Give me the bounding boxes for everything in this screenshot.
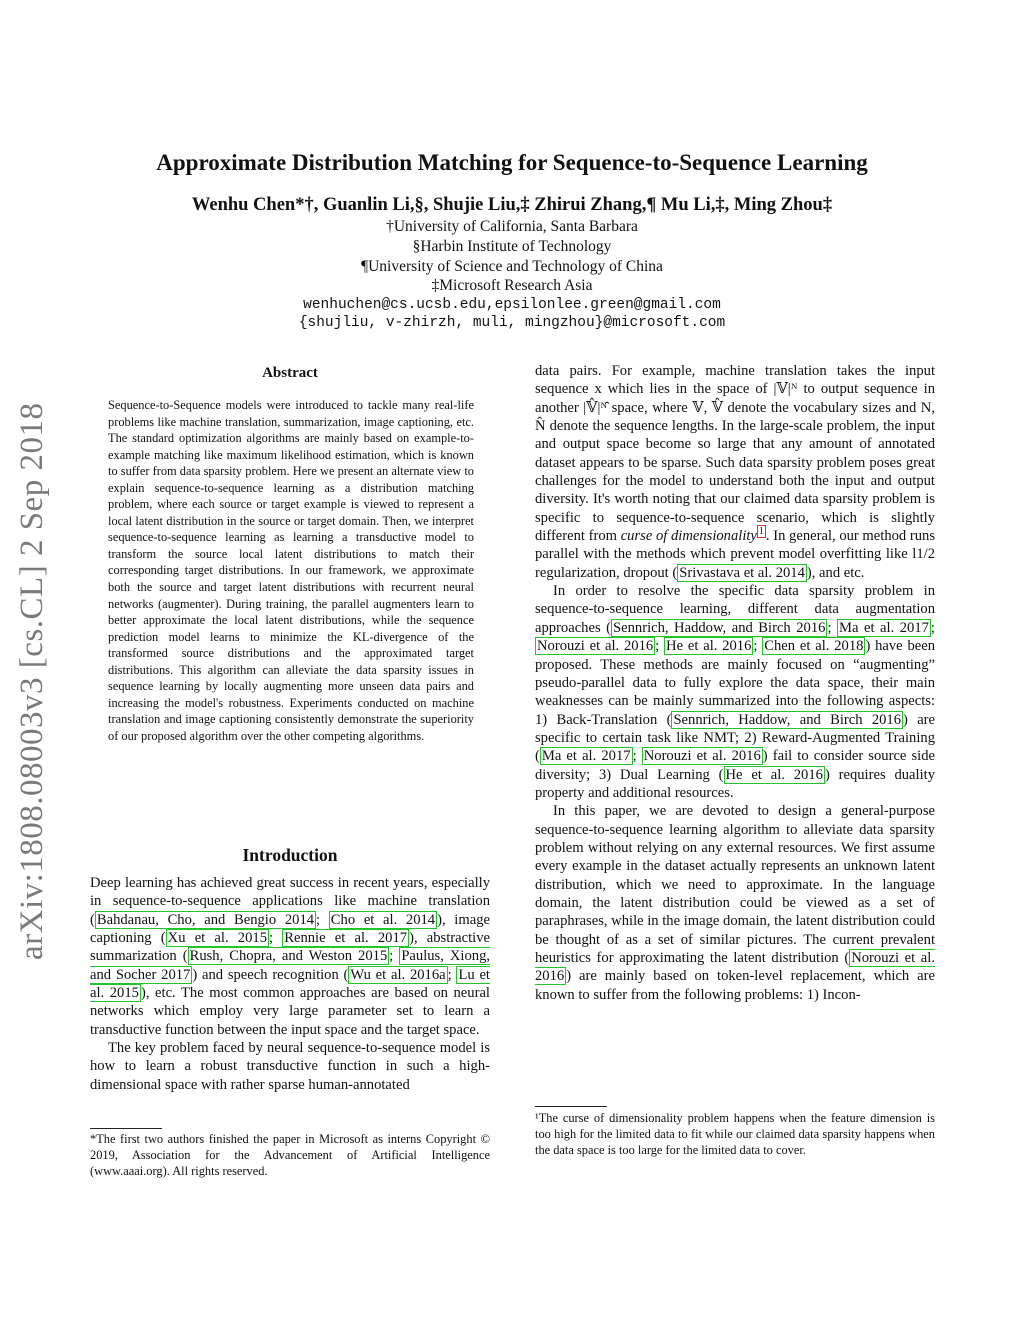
right-paragraph-2: In order to resolve the specific data sparsity problem in sequence-to-sequence learning, different data augmentation approaches ( Sennrich, Haddow, and Birch 2016 ; Ma et al. 2017 ; Norouzi et al. 2016 ; He et al. 2016 ; Chen et al. 2018 ) have been proposed. These methods are mainly focused on “augmenting” pseudo-parallel data to fully explore the data space, their main weaknesses can be mainly summarized into the following aspects: 1) Back-Translation ( Sennrich, Haddow, and Birch 2016 ) are specific to certain task like NMT; 2) Reward-Augmented Training ( Ma et al. 2017 ; Norouzi et al. 2016 ) fail to consider source side diversity; 3) Dual Learning ( He et al. 2016 ) requires duality property and additional resources.: [535, 583, 936, 801]
abstract-text: Sequence-to-Sequence models were introduced to tackle many real-life problems like machine translation, summarization, image captioning, etc. The standard optimization algorithms are mainly based on example-to-example matching like maximum likelihood estimation, which is known to suffer from data sparsity problem. Here we present an alternate view to explain sequence-to-sequence learning as a distribution matching problem, where each source or target example is viewed to represent a local latent distribution in the source or target domain. Then, we interpret sequence-to-sequence learning as learning a transductive model to transform the source local latent distributions to match their corresponding target distributions. In our framework, we approximate both the source and target latent distributions with recurrent neural networks (augmenter). During training, the parallel augmenters learn to better approximate the local latent distributions, while the sequence prediction model learns to minimize the KL-divergence of the transformed source distributions and the approximated target distributions. This algorithm can alleviate the data sparsity issues in sequence learning by locally augmenting more unseen data pairs and increasing the model's robustness. Experiments conducted on machine translation and image captioning consistently demonstrate the superiority of our proposed algorithm over the other competing algorithms.: [108, 398, 474, 743]
citation-link[interactable]: Sennrich, Haddow, and Birch 2016: [613, 619, 826, 636]
right-paragraph-1: data pairs. For example, machine translation takes the input sequence x which lies in the space of |𝕍|ᴺ to output sequence in another |𝕍̂|ᴺ̂ space, where 𝕍, 𝕍̂ denote the vocabulary sizes and N, N̂ denote the sequence lengths. In the large-scale problem, the input and output space become so large that any amount of annotated dataset appears to be sparse. Such data sparsity problem poses great challenges for the model to understand both the input and output diversity. It's worth noting that our claimed data sparsity problem is specific to sequence-to-sequence scenario, which is slightly different from curse of dimensionality $^1$ . In general, our method runs parallel with the methods which prevent model overfitting like l1/2 regularization, dropout ( Srivastava et al. 2014 ), and etc.: [535, 363, 936, 581]
citation-link[interactable]: Paulus, Xiong, and Socher 2017: [90, 948, 491, 983]
footnote-dimensionality: ¹The curse of dimensionality problem happens when the feature dimension is too high for the limited data to fit while our claimed data sparsity happens when the data space is too large for the limited data to cover.: [535, 1111, 935, 1157]
citation-link[interactable]: Norouzi et al. 2016: [535, 950, 935, 985]
abstract-heading: Abstract: [262, 365, 318, 381]
footnote-authors: *The first two authors finished the paper in Microsoft as interns Copyright © 2019, Association for the Advancement of Artificial Intelligence (www.aaai.org). All rights reserved.: [90, 1132, 490, 1178]
right-column-body: [535, 362, 935, 1004]
footnote-marker[interactable]: 1: [758, 526, 764, 538]
author-list: Wenhu Chen*†, Guanlin Li,§, Shujie Liu,‡ Zhirui Zhang,¶ Mu Li,‡, Ming Zhou‡: [191, 195, 833, 215]
affiliation-ucsb: †University of California, Santa Barbara: [386, 218, 638, 235]
citation-link[interactable]: Cho et al. 2014: [330, 911, 436, 928]
citation-link[interactable]: Ma et al. 2017: [839, 619, 929, 636]
citation-link[interactable]: Rush, Chopra, and Weston 2015: [189, 948, 388, 965]
affiliation-msra: ‡Microsoft Research Asia: [431, 277, 593, 294]
citation-link[interactable]: Xu et al. 2015: [167, 930, 267, 947]
affiliation-harbin: §Harbin Institute of Technology: [412, 238, 612, 255]
arxiv-identifier: arXiv:1808.08003v3 [cs.CL] 2 Sep 2018: [14, 402, 50, 960]
email-line-1: wenhuchen@cs.ucsb.edu,epsilonlee.green@gmail.com: [303, 297, 721, 313]
paper-title: Approximate Distribution Matching for Sequence-to-Sequence Learning: [156, 150, 868, 175]
citation-link[interactable]: Wu et al. 2016a: [350, 966, 446, 983]
citation-link[interactable]: Ma et al. 2017: [541, 748, 631, 765]
intro-paragraph-1: Deep learning has achieved great success in recent years, especially in sequence-to-sequence applications like machine translation ( Bahdanau, Cho, and Bengio 2014 ; Cho et al. 2014 ), image captioning ( Xu et al. 2015 ; Rennie et al. 2017 ), abstractive summarization ( Rush, Chopra, and Weston 2015 ; Paulus, Xiong, and Socher 2017 ) and speech recognition ( Wu et al. 2016a ; Lu et al. 2015 ), etc. The most common approaches are based on neural networks which employ very large parameter set to learn a transductive function between the input space and the target space.: [90, 875, 491, 1038]
introduction-heading: Introduction: [242, 845, 338, 865]
citation-link[interactable]: Norouzi et al. 2016: [537, 638, 654, 655]
citation-link[interactable]: Norouzi et al. 2016: [643, 748, 761, 765]
citation-link[interactable]: Srivastava et al. 2014: [679, 564, 805, 581]
right-paragraph-3: In this paper, we are devoted to design a general-purpose sequence-to-sequence learning algorithm to alleviate data sparsity problem without relying on any external resources. We first assume every example in the dataset actually represents an unknown latent distribution, which we need to approximate. In the language domain, the latent distribution could be viewed as a set of paraphrases, while in the image domain, the latent distribution could be thought of as a set of similar pictures. The current prevalent heuristics for approximating the latent distribution ( Norouzi et al. 2016 ) are mainly based on token-level replacement, which are known to suffer from the following problems: 1) Incon-: [535, 803, 936, 1003]
citation-link[interactable]: He et al. 2016: [666, 638, 752, 655]
footnote-rule: [535, 1106, 607, 1107]
affiliation-ustc: ¶University of Science and Technology of China: [361, 258, 663, 275]
footnote-rule: [90, 1128, 162, 1129]
citation-link[interactable]: Sennrich, Haddow, and Birch 2016: [673, 711, 902, 728]
citation-link[interactable]: He et al. 2016: [725, 766, 823, 783]
citation-link[interactable]: Lu et al. 2015: [90, 966, 490, 1002]
intro-paragraph-2: The key problem faced by neural sequence-to-sequence model is how to learn a robust transductive function in such a high-dimensional space with rather sparse human-annotated: [90, 1040, 490, 1093]
citation-link[interactable]: Rennie et al. 2017: [284, 930, 408, 947]
email-line-2: {shujliu, v-zhirzh, muli, mingzhou}@microsoft.com: [298, 315, 726, 331]
citation-link[interactable]: Chen et al. 2018: [764, 638, 864, 655]
citation-link[interactable]: Bahdanau, Cho, and Bengio 2014: [96, 911, 315, 928]
left-column-body: [90, 874, 490, 1094]
